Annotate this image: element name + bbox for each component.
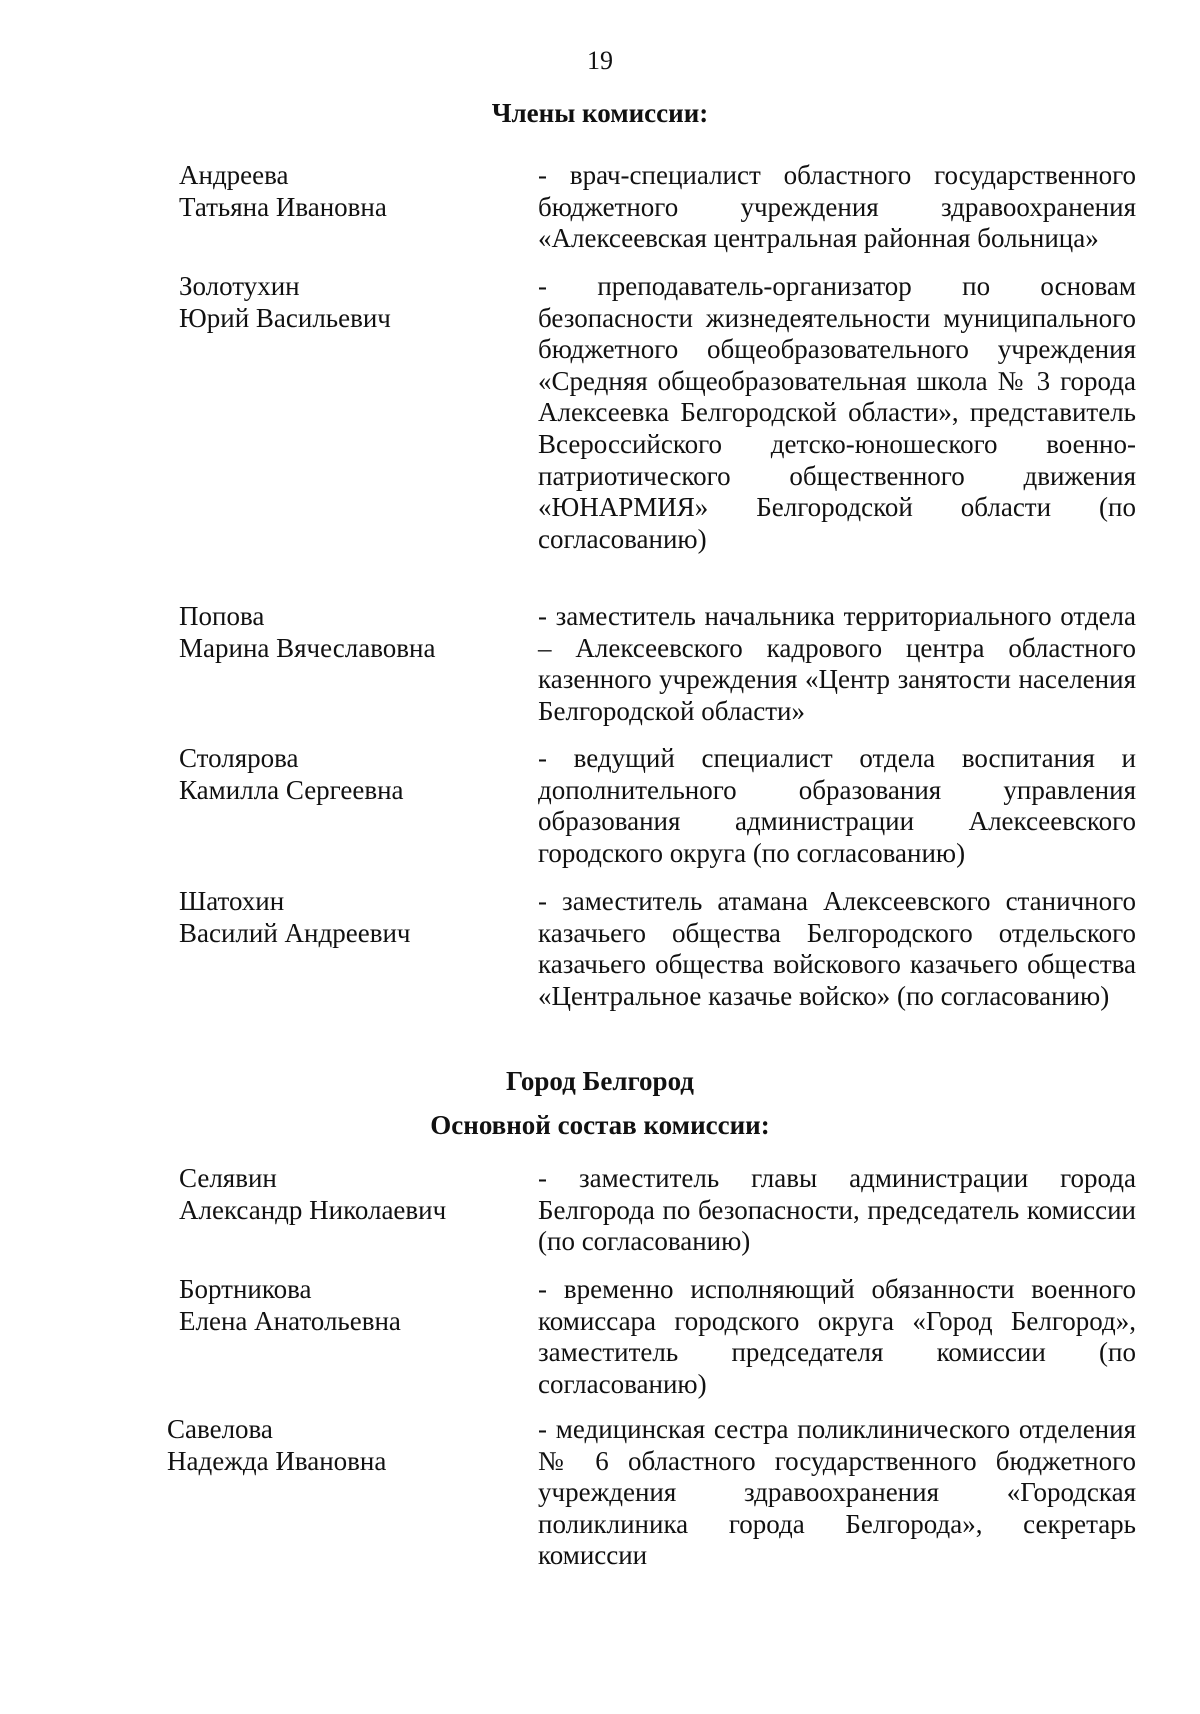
member-given-name: Юрий Васильевич <box>179 302 391 333</box>
member-role: - заместитель атамана Алексеевского станичного казачьего общества Белгородского отдельского казачьего общества войскового казачьего общества «Центральное казачье войско» (по согласованию) <box>538 886 1136 1011</box>
page-number: 19 <box>587 46 613 75</box>
member-surname: Шатохин <box>179 886 285 916</box>
main-composition-heading: Основной состав комиссии: <box>430 1110 770 1140</box>
member-given-name: Камилла Сергеевна <box>179 774 404 805</box>
member-surname: Бортникова <box>179 1274 312 1304</box>
member-given-name: Татьяна Ивановна <box>179 191 387 222</box>
member-surname: Попова <box>179 601 265 631</box>
member-role: - заместитель главы администрации города Белгорода по безопасности, председатель комиссии (по согласованию) <box>538 1163 1136 1257</box>
member-name <box>179 160 499 223</box>
city-heading: Город Белгород <box>506 1066 694 1096</box>
member-role: - медицинская сестра поликлинического отделения № 6 областного государственного бюджетного учреждения здравоохранения «Городская поликлиника города Белгорода», секретарь комиссии <box>538 1414 1136 1571</box>
member-surname: Золотухин <box>179 271 300 301</box>
member-name <box>179 1163 499 1226</box>
member-role: - временно исполняющий обязанности военного комиссара городского округа «Город Белгород», заместитель председателя комиссии (по согласованию) <box>538 1274 1136 1399</box>
member-name <box>179 743 499 806</box>
member-name <box>167 1414 487 1477</box>
member-role: - врач-специалист областного государственного бюджетного учреждения здравоохранения «Алексеевская центральная районная больница» <box>538 160 1136 254</box>
member-name <box>179 886 499 949</box>
member-given-name: Александр Николаевич <box>179 1194 447 1225</box>
member-given-name: Елена Анатольевна <box>179 1305 401 1336</box>
member-role: - ведущий специалист отдела воспитания и дополнительного образования управления образования администрации Алексеевского городского округа (по согласованию) <box>538 743 1136 868</box>
member-surname: Столярова <box>179 743 299 773</box>
member-surname: Селявин <box>179 1163 277 1193</box>
member-name <box>179 601 499 664</box>
member-given-name: Надежда Ивановна <box>167 1445 387 1476</box>
member-given-name: Марина Вячеславовна <box>179 632 436 663</box>
member-name <box>179 271 499 334</box>
member-surname: Савелова <box>167 1414 273 1444</box>
members-heading: Члены комиссии: <box>491 98 709 128</box>
member-role: - преподаватель-организатор по основам безопасности жизнедеятельности муниципального бюджетного общеобразовательного учреждения «Средняя общеобразовательная школа № 3 города Алексеевка Белгородской области», представитель Всероссийского детско-юношеского военно-патриотического общественного движения «ЮНАРМИЯ» Белгородской области (по согласованию) <box>538 271 1136 554</box>
member-surname: Андреева <box>179 160 289 190</box>
member-given-name: Василий Андреевич <box>179 917 411 948</box>
member-name <box>179 1274 499 1337</box>
member-role: - заместитель начальника территориального отдела – Алексеевского кадрового центра областного казенного учреждения «Центр занятости населения Белгородской области» <box>538 601 1136 726</box>
